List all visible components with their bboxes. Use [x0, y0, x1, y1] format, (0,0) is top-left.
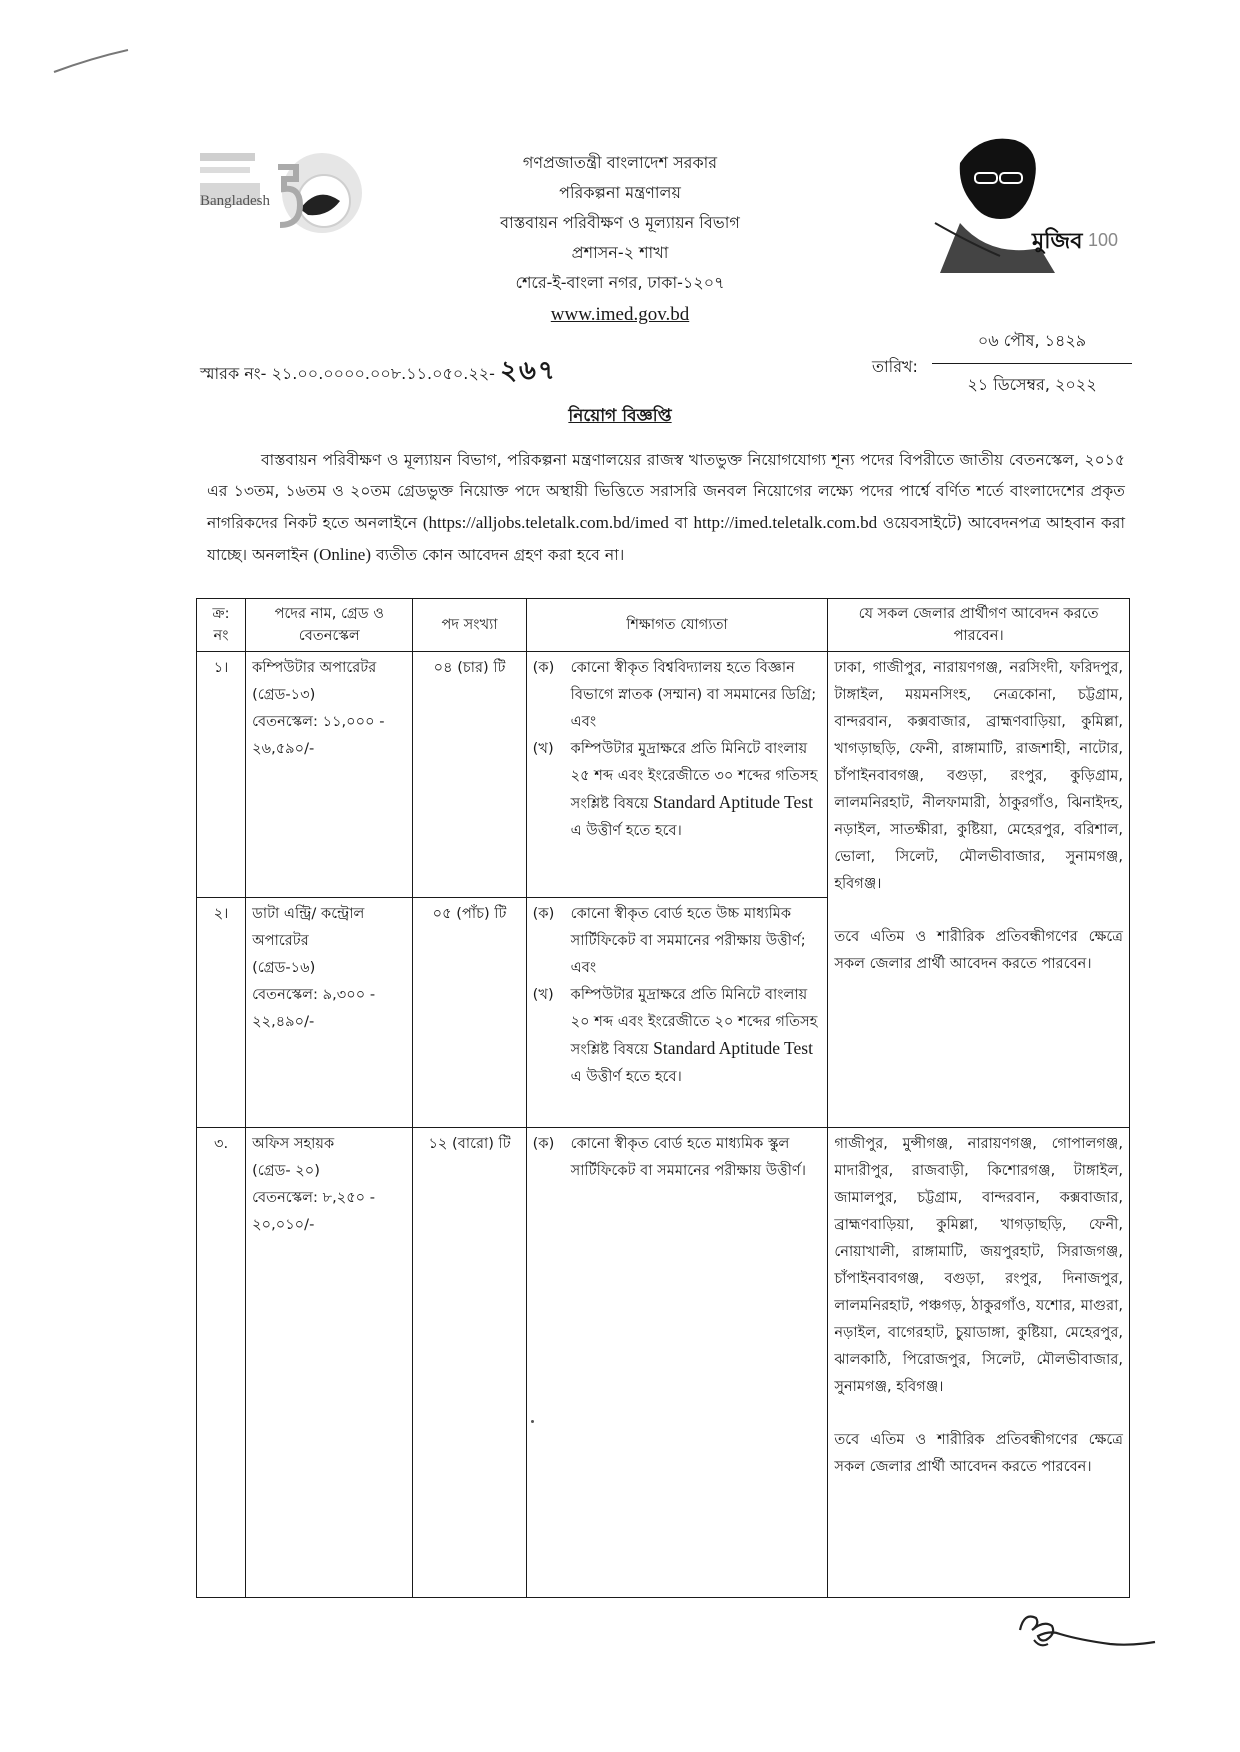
- mujib-100-logo: [930, 128, 1130, 273]
- district-list: গাজীপুর, মুন্সীগঞ্জ, নারায়ণগঞ্জ, গোপালগঞ্জ, মাদারীপুর, রাজবাড়ী, কিশোরগঞ্জ, টাঙ্গাইল, জামালপুর, চট্টগ্রাম, বান্দরবান, কক্সবাজার, ব্রাহ্মণবাড়িয়া, কুমিল্লা, খাগড়াছড়ি, ফেনী, নোয়াখালী, রাঙ্গামাটি, জয়পুরহাট, সিরাজগঞ্জ, চাঁপাইনবাবগঞ্জ, বগুড়া, রংপুর, দিনাজপুর, লালমনিরহাট, পঞ্চগড়, ঠাকুরগাঁও, যশোর, মাগুরা, নড়াইল, বাগেরহাট, চুয়াডাঙ্গা, কুষ্টিয়া, মেহেরপুর, ঝালকাঠি, পিরোজপুর, সিলেট, মৌলভীবাজার, সুনামগঞ্জ, হবিগঞ্জ।: [834, 1135, 1123, 1395]
- post-grade: (গ্রেড- ২০): [252, 1162, 320, 1179]
- section-name: প্রশাসন-২ শাখা: [571, 243, 669, 262]
- table-header-row: [197, 599, 1130, 652]
- intro-online: (Online): [313, 545, 372, 564]
- date-block: [932, 328, 1132, 399]
- office-address: শেরে-ই-বাংলা নগর, ঢাকা-১২০৭: [515, 273, 725, 292]
- edu-test-end: এ উত্তীর্ণ হতে হবে।: [570, 1068, 682, 1085]
- row-education: [526, 652, 828, 898]
- notice-title: নিয়োগ বিজ্ঞপ্তি: [568, 406, 672, 426]
- website-link[interactable]: www.imed.gov.bd: [550, 304, 690, 325]
- edu-test-end: এ উত্তীর্ণ হতে হবে।: [570, 822, 682, 839]
- pen-stroke-mark: [52, 48, 132, 78]
- edu-requirement: [571, 981, 822, 1090]
- header-count: পদ সংখ্যা: [413, 599, 526, 652]
- edu-requirement: কোনো স্বীকৃত বিশ্ববিদ্যালয় হতে বিজ্ঞান বিভাগে স্নাতক (সম্মান) বা সমমানের ডিগ্রি; এবং: [570, 659, 817, 730]
- header-post: পদের নাম, গ্রেড ও বেতনস্কেল: [246, 599, 413, 652]
- govt-name: গণপ্রজাতন্ত্রী বাংলাদেশ সরকার: [522, 153, 718, 172]
- row-post: [246, 652, 413, 898]
- logo-left-text: Bangladesh: [200, 193, 270, 209]
- edu-marker: (খ): [532, 740, 554, 757]
- edu-typing-text: কম্পিউটার মুদ্রাক্ষরে প্রতি মিনিটে বাংলায় ২৫ শব্দ এবং ইংরেজীতে ৩০ শব্দের গতিসহ সংশ্লিষ্ট বিষয়ে: [570, 740, 818, 812]
- logo-right-text: মুজিব: [1032, 229, 1083, 254]
- row-serial: ২।: [197, 898, 246, 1128]
- edu-requirement: কোনো স্বীকৃত বোর্ড হতে উচ্চ মাধ্যমিক সার্টিফিকেট বা সমমানের পরীক্ষায় উত্তীর্ণ; এবং: [570, 905, 806, 976]
- memo-handwritten-number: ২৬৭: [500, 356, 557, 386]
- district-note: তবে এতিম ও শারীরিক প্রতিবন্ধীগণের ক্ষেত্রে সকল জেলার প্রার্থী আবেদন করতে পারবেন।: [834, 928, 1123, 972]
- edu-requirement: কোনো স্বীকৃত বোর্ড হতে মাধ্যমিক স্কুল সার্টিফিকেট বা সমমানের পরীক্ষায় উত্তীর্ণ।: [570, 1135, 806, 1179]
- edu-marker: (খ): [532, 986, 554, 1003]
- row-serial: ১।: [197, 652, 246, 898]
- edu-marker: (ক): [532, 1135, 555, 1152]
- row-count: ০৪ (চার) টি: [413, 652, 526, 898]
- bangladesh-50-logo: [200, 145, 400, 255]
- division-name: বাস্তবায়ন পরিবীক্ষণ ও মূল্যায়ন বিভাগ: [500, 213, 740, 232]
- row-post: [246, 1128, 413, 1598]
- post-scale: বেতনস্কেল: ৯,৩০০ - ২২,৪৯০/-: [252, 986, 376, 1030]
- post-grade: (গ্রেড-১৩): [252, 686, 316, 703]
- edu-requirement: [571, 735, 822, 844]
- intro-paragraph: [207, 445, 1125, 571]
- edu-typing-text: কম্পিউটার মুদ্রাক্ষরে প্রতি মিনিটে বাংলায় ২০ শব্দ এবং ইংরেজীতে ২০ শব্দের গতিসহ সংশ্লিষ্ট বিষয়ে: [570, 986, 818, 1058]
- ministry-name: পরিকল্পনা মন্ত্রণালয়: [559, 183, 681, 202]
- post-scale: বেতনস্কেল: ৮,২৫০ - ২০,০১০/-: [252, 1189, 376, 1233]
- header-districts: যে সকল জেলার প্রার্থীগণ আবেদন করতে পারবেন।: [828, 599, 1130, 652]
- row-education: [526, 1128, 828, 1598]
- table-row: [197, 1128, 1130, 1598]
- header-serial: ক্র: নং: [197, 599, 246, 652]
- edu-marker: (ক): [532, 659, 555, 676]
- scan-speck: [531, 1420, 534, 1423]
- post-scale: বেতনস্কেল: ১১,০০০ - ২৬,৫৯০/-: [252, 713, 385, 757]
- edu-test-name: Standard Aptitude Test: [653, 1038, 813, 1058]
- logo-left-number: [350, 155, 351, 156]
- row-education: [526, 898, 828, 1128]
- post-grade: (গ্রেড-১৬): [252, 959, 316, 976]
- handwritten-signature: [1010, 1600, 1160, 1655]
- district-note: তবে এতিম ও শারীরিক প্রতিবন্ধীগণের ক্ষেত্রে সকল জেলার প্রার্থী আবেদন করতে পারবেন।: [834, 1431, 1123, 1475]
- letterhead: [420, 148, 820, 330]
- date-bangla: ০৬ পৌষ, ১৪২৯: [977, 331, 1087, 350]
- table-row: [197, 652, 1130, 898]
- row-serial: ৩.: [197, 1128, 246, 1598]
- row-count: ১২ (বারো) টি: [413, 1128, 526, 1598]
- post-name: ডাটা এন্ট্রি/ কন্ট্রোল অপারেটর: [252, 905, 365, 949]
- application-url-2[interactable]: http://imed.teletalk.com.bd: [693, 513, 878, 532]
- memo-prefix: স্মারক নং- ২১.০০.০০০০.০০৮.১১.০৫০.২২-: [200, 364, 495, 383]
- memo-number: [200, 350, 557, 394]
- vacancy-table: [196, 598, 1130, 1598]
- intro-text-3: ব্যতীত কোন আবেদন গ্রহণ করা হবে না।: [375, 546, 625, 564]
- intro-text-1: বাস্তবায়ন পরিবীক্ষণ ও মূল্যায়ন বিভাগ, পরিকল্পনা মন্ত্রণালয়ের রাজস্ব খাতভুক্ত নিয়োগযোগ্য শূন্য পদের বিপরীতে জাতীয় বেতনস্কেল, ২০১৫ এর ১৩তম, ১৬তম ও ২০তম গ্রেডভুক্ত নিয়োক্ত পদে অস্থায়ী ভিত্তিতে সরাসরি জনবল নিয়োগের লক্ষ্যে পদের পার্শ্বে বর্ণিত শর্তে বাংলাদেশের প্রকৃত নাগরিকদের নিকট হতে অনলাইনে: [207, 451, 1125, 532]
- edu-test-name: Standard Aptitude Test: [653, 792, 813, 812]
- edu-marker: (ক): [532, 905, 555, 922]
- intro-or: বা: [674, 514, 688, 532]
- post-name: অফিস সহায়ক: [252, 1135, 335, 1152]
- application-url-1[interactable]: (https://alljobs.teletalk.com.bd/imed: [422, 513, 669, 532]
- row-post: [246, 898, 413, 1128]
- logo-right-number: 100: [1088, 230, 1119, 250]
- post-name: কম্পিউটার অপারেটর: [252, 659, 377, 676]
- row-count: ০৫ (পাঁচ) টি: [413, 898, 526, 1128]
- district-list: ঢাকা, গাজীপুর, নারায়ণগঞ্জ, নরসিংদী, ফরিদপুর, টাঙ্গাইল, ময়মনসিংহ, নেত্রকোনা, চট্টগ্রাম, বান্দরবান, কক্সবাজার, ব্রাহ্মণবাড়িয়া, কুমিল্লা, খাগড়াছড়ি, ফেনী, রাঙ্গামাটি, রাজশাহী, নাটোর, চাঁপাইনবাবগঞ্জ, বগুড়া, রংপুর, কুড়িগ্রাম, লালমনিরহাট, নীলফামারী, ঠাকুরগাঁও, ঝিনাইদহ, নড়াইল, সাতক্ষীরা, কুষ্টিয়া, মেহেরপুর, বরিশাল, ভোলা, সিলেট, মৌলভীবাজার, সুনামগঞ্জ, হবিগঞ্জ।: [834, 659, 1123, 892]
- header-education: শিক্ষাগত যোগ্যতা: [526, 599, 828, 652]
- row-districts-3: [828, 1128, 1130, 1598]
- intro-text-2: ওয়েবসাইটে) আবেদনপত্র আহবান করা যাচ্ছে। অনলাইন: [207, 514, 1125, 564]
- row-districts-1-2: [828, 652, 1130, 1128]
- date-gregorian: ২১ ডিসেম্বর, ২০২২: [967, 375, 1097, 394]
- date-divider: [932, 363, 1132, 364]
- date-label: তারিখ:: [872, 357, 918, 376]
